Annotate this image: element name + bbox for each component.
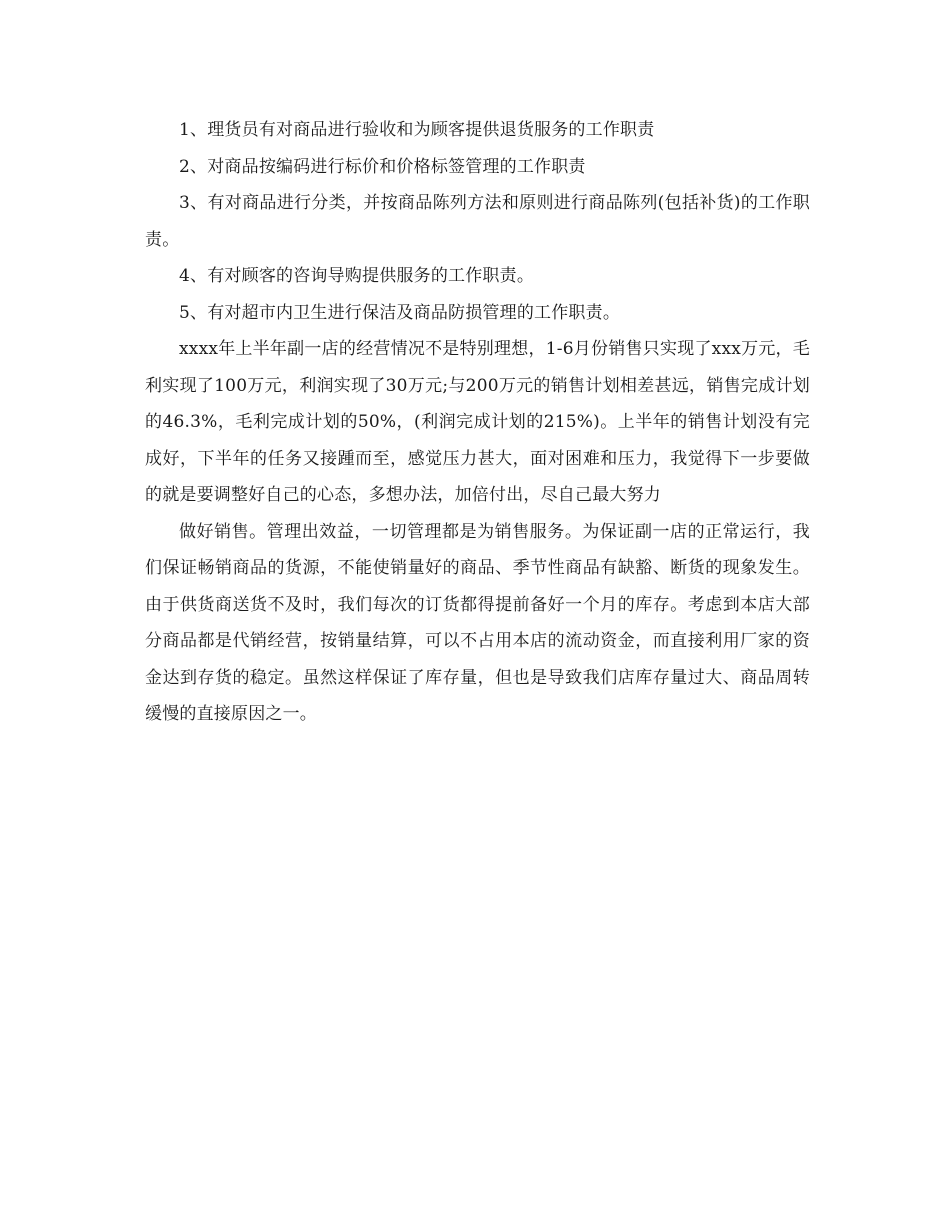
paragraph-sales-summary: xxxx年上半年副一店的经营情况不是特别理想，1-6月份销售只实现了xxx万元，毛利实现了100万元，利润实现了30万元;与200万元的销售计划相差甚远，销售完成计划的46.3%，毛利完成计划的50%，(利润完成计划的215%)。上半年的销售计划没有完成好，下半年的任务又接踵而至，感觉压力甚大，面对困难和压力，我觉得下一步要做的就是要调整好自己的心态，多想办法，加倍付出，尽自己最大努力 xyxy=(145,339,810,505)
paragraph-duty-4: 4、有对顾客的咨询导购提供服务的工作职责。 xyxy=(179,266,535,286)
paragraph-duty-1: 1、理货员有对商品进行验收和为顾客提供退货服务的工作职责 xyxy=(179,120,655,140)
paragraph-duty-5: 5、有对超市内卫生进行保洁及商品防损管理的工作职责。 xyxy=(179,302,621,323)
paragraph-duty-3: 3、有对商品进行分类，并按商品陈列方法和原则进行商品陈列(包括补货)的工作职责。 xyxy=(145,193,810,250)
document-body xyxy=(145,112,810,733)
paragraph-duty-2: 2、对商品按编码进行标价和价格标签管理的工作职责 xyxy=(179,156,586,177)
paragraph-sales-management: 做好销售。管理出效益，一切管理都是为销售服务。为保证副一店的正常运行，我们保证畅销商品的货源，不能使销量好的商品、季节性商品有缺豁、断货的现象发生。由于供货商送货不及时，我们每次的订货都得提前备好一个月的库存。考虑到本店大部分商品都是代销经营，按销量结算，可以不占用本店的流动资金，而直接利用厂家的资金达到存货的稳定。虽然这样保证了库存量，但也是导致我们店库存量过大、商品周转缓慢的直接原因之一。 xyxy=(145,521,810,724)
